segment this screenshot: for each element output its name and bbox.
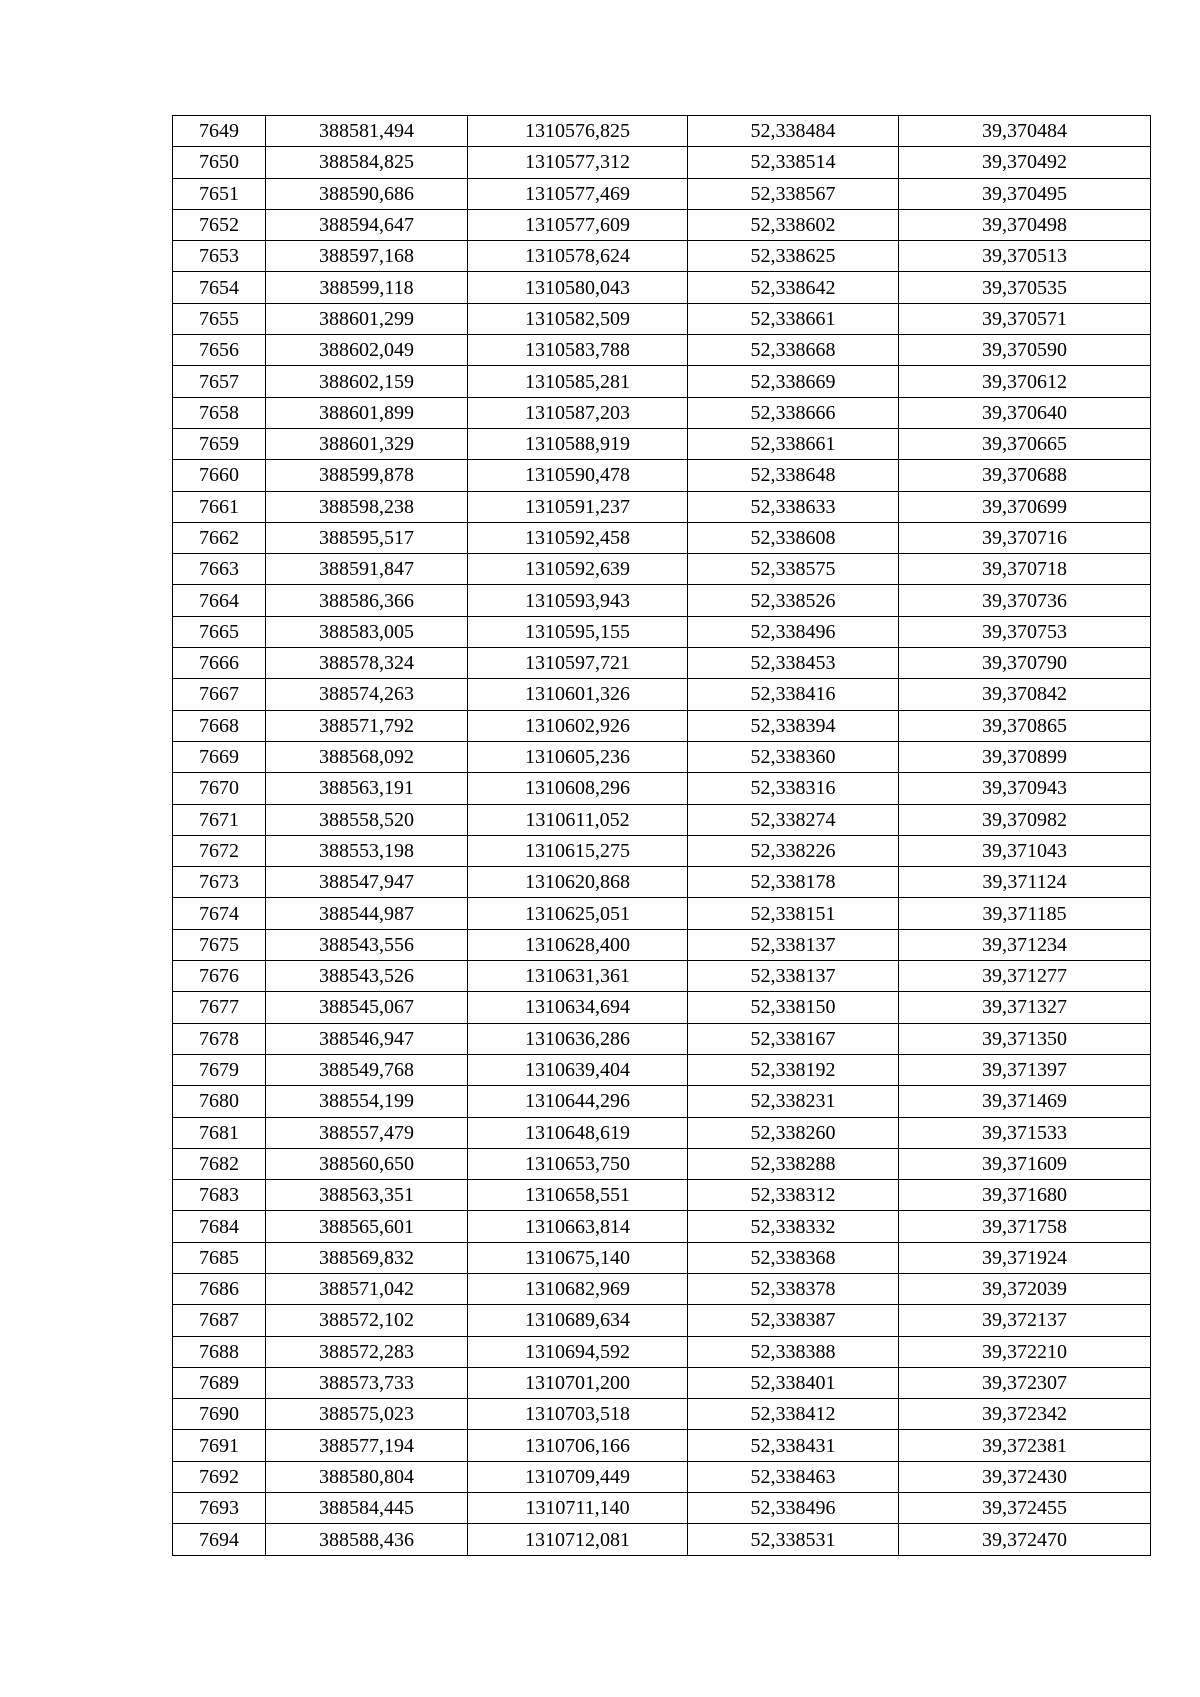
table-row xyxy=(173,1399,1151,1430)
y-coordinate-cell: 1310591,237 xyxy=(468,491,688,522)
latitude-cell: 52,338575 xyxy=(688,554,899,585)
longitude-cell: 39,370665 xyxy=(899,428,1151,459)
latitude-cell: 52,338496 xyxy=(688,616,899,647)
longitude-cell: 39,371234 xyxy=(899,929,1151,960)
point-number-cell: 7685 xyxy=(173,1242,266,1273)
y-coordinate-cell: 1310582,509 xyxy=(468,303,688,334)
coordinates-table-body xyxy=(173,116,1151,1556)
y-coordinate-cell: 1310636,286 xyxy=(468,1023,688,1054)
latitude-cell: 52,338416 xyxy=(688,679,899,710)
longitude-cell: 39,370753 xyxy=(899,616,1151,647)
latitude-cell: 52,338453 xyxy=(688,648,899,679)
longitude-cell: 39,372307 xyxy=(899,1367,1151,1398)
longitude-cell: 39,370716 xyxy=(899,522,1151,553)
x-coordinate-cell: 388569,832 xyxy=(266,1242,468,1273)
longitude-cell: 39,370899 xyxy=(899,741,1151,772)
point-number-cell: 7649 xyxy=(173,116,266,147)
longitude-cell: 39,371533 xyxy=(899,1117,1151,1148)
point-number-cell: 7665 xyxy=(173,616,266,647)
longitude-cell: 39,371609 xyxy=(899,1148,1151,1179)
table-row xyxy=(173,648,1151,679)
x-coordinate-cell: 388549,768 xyxy=(266,1054,468,1085)
table-row xyxy=(173,1211,1151,1242)
longitude-cell: 39,370842 xyxy=(899,679,1151,710)
x-coordinate-cell: 388560,650 xyxy=(266,1148,468,1179)
y-coordinate-cell: 1310592,458 xyxy=(468,522,688,553)
y-coordinate-cell: 1310585,281 xyxy=(468,366,688,397)
x-coordinate-cell: 388571,042 xyxy=(266,1273,468,1304)
x-coordinate-cell: 388546,947 xyxy=(266,1023,468,1054)
longitude-cell: 39,370699 xyxy=(899,491,1151,522)
latitude-cell: 52,338316 xyxy=(688,773,899,804)
point-number-cell: 7650 xyxy=(173,147,266,178)
longitude-cell: 39,370495 xyxy=(899,178,1151,209)
table-row xyxy=(173,898,1151,929)
longitude-cell: 39,370790 xyxy=(899,648,1151,679)
table-row xyxy=(173,209,1151,240)
x-coordinate-cell: 388584,825 xyxy=(266,147,468,178)
table-row xyxy=(173,397,1151,428)
y-coordinate-cell: 1310694,592 xyxy=(468,1336,688,1367)
point-number-cell: 7688 xyxy=(173,1336,266,1367)
latitude-cell: 52,338642 xyxy=(688,272,899,303)
longitude-cell: 39,370484 xyxy=(899,116,1151,147)
longitude-cell: 39,370498 xyxy=(899,209,1151,240)
latitude-cell: 52,338151 xyxy=(688,898,899,929)
x-coordinate-cell: 388558,520 xyxy=(266,804,468,835)
point-number-cell: 7686 xyxy=(173,1273,266,1304)
point-number-cell: 7693 xyxy=(173,1493,266,1524)
longitude-cell: 39,370590 xyxy=(899,335,1151,366)
y-coordinate-cell: 1310706,166 xyxy=(468,1430,688,1461)
table-row xyxy=(173,147,1151,178)
point-number-cell: 7666 xyxy=(173,648,266,679)
point-number-cell: 7664 xyxy=(173,585,266,616)
point-number-cell: 7683 xyxy=(173,1180,266,1211)
x-coordinate-cell: 388599,118 xyxy=(266,272,468,303)
table-row xyxy=(173,491,1151,522)
y-coordinate-cell: 1310602,926 xyxy=(468,710,688,741)
latitude-cell: 52,338332 xyxy=(688,1211,899,1242)
table-row xyxy=(173,1054,1151,1085)
latitude-cell: 52,338394 xyxy=(688,710,899,741)
point-number-cell: 7655 xyxy=(173,303,266,334)
x-coordinate-cell: 388584,445 xyxy=(266,1493,468,1524)
table-row xyxy=(173,1148,1151,1179)
table-row xyxy=(173,1493,1151,1524)
table-row xyxy=(173,116,1151,147)
y-coordinate-cell: 1310578,624 xyxy=(468,241,688,272)
latitude-cell: 52,338388 xyxy=(688,1336,899,1367)
latitude-cell: 52,338137 xyxy=(688,929,899,960)
latitude-cell: 52,338661 xyxy=(688,428,899,459)
table-row xyxy=(173,1180,1151,1211)
longitude-cell: 39,370982 xyxy=(899,804,1151,835)
x-coordinate-cell: 388565,601 xyxy=(266,1211,468,1242)
point-number-cell: 7682 xyxy=(173,1148,266,1179)
y-coordinate-cell: 1310601,326 xyxy=(468,679,688,710)
latitude-cell: 52,338137 xyxy=(688,961,899,992)
x-coordinate-cell: 388545,067 xyxy=(266,992,468,1023)
y-coordinate-cell: 1310658,551 xyxy=(468,1180,688,1211)
x-coordinate-cell: 388583,005 xyxy=(266,616,468,647)
table-row xyxy=(173,460,1151,491)
longitude-cell: 39,371758 xyxy=(899,1211,1151,1242)
latitude-cell: 52,338608 xyxy=(688,522,899,553)
y-coordinate-cell: 1310620,868 xyxy=(468,867,688,898)
x-coordinate-cell: 388597,168 xyxy=(266,241,468,272)
table-row xyxy=(173,773,1151,804)
y-coordinate-cell: 1310590,478 xyxy=(468,460,688,491)
x-coordinate-cell: 388574,263 xyxy=(266,679,468,710)
table-row xyxy=(173,335,1151,366)
table-row xyxy=(173,1367,1151,1398)
point-number-cell: 7678 xyxy=(173,1023,266,1054)
y-coordinate-cell: 1310663,814 xyxy=(468,1211,688,1242)
point-number-cell: 7671 xyxy=(173,804,266,835)
latitude-cell: 52,338150 xyxy=(688,992,899,1023)
y-coordinate-cell: 1310588,919 xyxy=(468,428,688,459)
x-coordinate-cell: 388588,436 xyxy=(266,1524,468,1555)
point-number-cell: 7687 xyxy=(173,1305,266,1336)
table-row xyxy=(173,835,1151,866)
x-coordinate-cell: 388580,804 xyxy=(266,1461,468,1492)
y-coordinate-cell: 1310576,825 xyxy=(468,116,688,147)
longitude-cell: 39,372381 xyxy=(899,1430,1151,1461)
point-number-cell: 7677 xyxy=(173,992,266,1023)
latitude-cell: 52,338412 xyxy=(688,1399,899,1430)
longitude-cell: 39,372430 xyxy=(899,1461,1151,1492)
latitude-cell: 52,338378 xyxy=(688,1273,899,1304)
table-row xyxy=(173,1117,1151,1148)
x-coordinate-cell: 388557,479 xyxy=(266,1117,468,1148)
y-coordinate-cell: 1310577,312 xyxy=(468,147,688,178)
point-number-cell: 7679 xyxy=(173,1054,266,1085)
latitude-cell: 52,338192 xyxy=(688,1054,899,1085)
point-number-cell: 7656 xyxy=(173,335,266,366)
y-coordinate-cell: 1310653,750 xyxy=(468,1148,688,1179)
point-number-cell: 7657 xyxy=(173,366,266,397)
longitude-cell: 39,371680 xyxy=(899,1180,1151,1211)
table-row xyxy=(173,867,1151,898)
latitude-cell: 52,338463 xyxy=(688,1461,899,1492)
x-coordinate-cell: 388572,283 xyxy=(266,1336,468,1367)
y-coordinate-cell: 1310580,043 xyxy=(468,272,688,303)
x-coordinate-cell: 388563,191 xyxy=(266,773,468,804)
y-coordinate-cell: 1310605,236 xyxy=(468,741,688,772)
longitude-cell: 39,372039 xyxy=(899,1273,1151,1304)
table-row xyxy=(173,1086,1151,1117)
longitude-cell: 39,370943 xyxy=(899,773,1151,804)
latitude-cell: 52,338602 xyxy=(688,209,899,240)
x-coordinate-cell: 388577,194 xyxy=(266,1430,468,1461)
longitude-cell: 39,372470 xyxy=(899,1524,1151,1555)
table-row xyxy=(173,303,1151,334)
point-number-cell: 7680 xyxy=(173,1086,266,1117)
point-number-cell: 7694 xyxy=(173,1524,266,1555)
table-row xyxy=(173,1242,1151,1273)
y-coordinate-cell: 1310689,634 xyxy=(468,1305,688,1336)
longitude-cell: 39,370688 xyxy=(899,460,1151,491)
y-coordinate-cell: 1310577,469 xyxy=(468,178,688,209)
latitude-cell: 52,338666 xyxy=(688,397,899,428)
point-number-cell: 7670 xyxy=(173,773,266,804)
longitude-cell: 39,370492 xyxy=(899,147,1151,178)
latitude-cell: 52,338484 xyxy=(688,116,899,147)
latitude-cell: 52,338526 xyxy=(688,585,899,616)
x-coordinate-cell: 388572,102 xyxy=(266,1305,468,1336)
y-coordinate-cell: 1310583,788 xyxy=(468,335,688,366)
x-coordinate-cell: 388601,899 xyxy=(266,397,468,428)
latitude-cell: 52,338312 xyxy=(688,1180,899,1211)
x-coordinate-cell: 388578,324 xyxy=(266,648,468,679)
table-row xyxy=(173,710,1151,741)
table-row xyxy=(173,1273,1151,1304)
x-coordinate-cell: 388590,686 xyxy=(266,178,468,209)
latitude-cell: 52,338387 xyxy=(688,1305,899,1336)
latitude-cell: 52,338668 xyxy=(688,335,899,366)
x-coordinate-cell: 388571,792 xyxy=(266,710,468,741)
point-number-cell: 7654 xyxy=(173,272,266,303)
latitude-cell: 52,338633 xyxy=(688,491,899,522)
table-row xyxy=(173,178,1151,209)
longitude-cell: 39,370571 xyxy=(899,303,1151,334)
point-number-cell: 7668 xyxy=(173,710,266,741)
y-coordinate-cell: 1310587,203 xyxy=(468,397,688,428)
latitude-cell: 52,338226 xyxy=(688,835,899,866)
y-coordinate-cell: 1310625,051 xyxy=(468,898,688,929)
y-coordinate-cell: 1310592,639 xyxy=(468,554,688,585)
longitude-cell: 39,372137 xyxy=(899,1305,1151,1336)
x-coordinate-cell: 388601,329 xyxy=(266,428,468,459)
x-coordinate-cell: 388591,847 xyxy=(266,554,468,585)
table-row xyxy=(173,679,1151,710)
longitude-cell: 39,371350 xyxy=(899,1023,1151,1054)
x-coordinate-cell: 388544,987 xyxy=(266,898,468,929)
y-coordinate-cell: 1310608,296 xyxy=(468,773,688,804)
y-coordinate-cell: 1310712,081 xyxy=(468,1524,688,1555)
longitude-cell: 39,370640 xyxy=(899,397,1151,428)
x-coordinate-cell: 388602,049 xyxy=(266,335,468,366)
table-row xyxy=(173,1430,1151,1461)
longitude-cell: 39,372342 xyxy=(899,1399,1151,1430)
longitude-cell: 39,372210 xyxy=(899,1336,1151,1367)
point-number-cell: 7673 xyxy=(173,867,266,898)
table-row xyxy=(173,804,1151,835)
table-row xyxy=(173,1305,1151,1336)
x-coordinate-cell: 388595,517 xyxy=(266,522,468,553)
latitude-cell: 52,338368 xyxy=(688,1242,899,1273)
longitude-cell: 39,370513 xyxy=(899,241,1151,272)
y-coordinate-cell: 1310682,969 xyxy=(468,1273,688,1304)
longitude-cell: 39,371124 xyxy=(899,867,1151,898)
longitude-cell: 39,370612 xyxy=(899,366,1151,397)
y-coordinate-cell: 1310648,619 xyxy=(468,1117,688,1148)
x-coordinate-cell: 388581,494 xyxy=(266,116,468,147)
point-number-cell: 7661 xyxy=(173,491,266,522)
longitude-cell: 39,371397 xyxy=(899,1054,1151,1085)
x-coordinate-cell: 388553,198 xyxy=(266,835,468,866)
x-coordinate-cell: 388599,878 xyxy=(266,460,468,491)
point-number-cell: 7660 xyxy=(173,460,266,491)
point-number-cell: 7690 xyxy=(173,1399,266,1430)
x-coordinate-cell: 388554,199 xyxy=(266,1086,468,1117)
latitude-cell: 52,338496 xyxy=(688,1493,899,1524)
y-coordinate-cell: 1310615,275 xyxy=(468,835,688,866)
longitude-cell: 39,371277 xyxy=(899,961,1151,992)
point-number-cell: 7681 xyxy=(173,1117,266,1148)
x-coordinate-cell: 388563,351 xyxy=(266,1180,468,1211)
latitude-cell: 52,338360 xyxy=(688,741,899,772)
latitude-cell: 52,338231 xyxy=(688,1086,899,1117)
point-number-cell: 7662 xyxy=(173,522,266,553)
table-row xyxy=(173,992,1151,1023)
x-coordinate-cell: 388575,023 xyxy=(266,1399,468,1430)
point-number-cell: 7669 xyxy=(173,741,266,772)
y-coordinate-cell: 1310634,694 xyxy=(468,992,688,1023)
x-coordinate-cell: 388547,947 xyxy=(266,867,468,898)
table-row xyxy=(173,522,1151,553)
table-row xyxy=(173,929,1151,960)
table-row xyxy=(173,585,1151,616)
point-number-cell: 7692 xyxy=(173,1461,266,1492)
y-coordinate-cell: 1310628,400 xyxy=(468,929,688,960)
table-row xyxy=(173,741,1151,772)
latitude-cell: 52,338661 xyxy=(688,303,899,334)
point-number-cell: 7675 xyxy=(173,929,266,960)
table-row xyxy=(173,554,1151,585)
latitude-cell: 52,338648 xyxy=(688,460,899,491)
point-number-cell: 7689 xyxy=(173,1367,266,1398)
y-coordinate-cell: 1310709,449 xyxy=(468,1461,688,1492)
latitude-cell: 52,338514 xyxy=(688,147,899,178)
y-coordinate-cell: 1310639,404 xyxy=(468,1054,688,1085)
coordinates-table xyxy=(172,115,1151,1556)
x-coordinate-cell: 388598,238 xyxy=(266,491,468,522)
latitude-cell: 52,338567 xyxy=(688,178,899,209)
y-coordinate-cell: 1310611,052 xyxy=(468,804,688,835)
latitude-cell: 52,338288 xyxy=(688,1148,899,1179)
table-row xyxy=(173,366,1151,397)
point-number-cell: 7651 xyxy=(173,178,266,209)
x-coordinate-cell: 388543,526 xyxy=(266,961,468,992)
point-number-cell: 7676 xyxy=(173,961,266,992)
point-number-cell: 7659 xyxy=(173,428,266,459)
table-row xyxy=(173,616,1151,647)
longitude-cell: 39,370535 xyxy=(899,272,1151,303)
latitude-cell: 52,338260 xyxy=(688,1117,899,1148)
y-coordinate-cell: 1310577,609 xyxy=(468,209,688,240)
longitude-cell: 39,371469 xyxy=(899,1086,1151,1117)
table-row xyxy=(173,428,1151,459)
latitude-cell: 52,338669 xyxy=(688,366,899,397)
latitude-cell: 52,338531 xyxy=(688,1524,899,1555)
y-coordinate-cell: 1310595,155 xyxy=(468,616,688,647)
x-coordinate-cell: 388568,092 xyxy=(266,741,468,772)
point-number-cell: 7663 xyxy=(173,554,266,585)
latitude-cell: 52,338178 xyxy=(688,867,899,898)
longitude-cell: 39,371185 xyxy=(899,898,1151,929)
latitude-cell: 52,338431 xyxy=(688,1430,899,1461)
y-coordinate-cell: 1310631,361 xyxy=(468,961,688,992)
x-coordinate-cell: 388601,299 xyxy=(266,303,468,334)
longitude-cell: 39,371924 xyxy=(899,1242,1151,1273)
y-coordinate-cell: 1310703,518 xyxy=(468,1399,688,1430)
x-coordinate-cell: 388586,366 xyxy=(266,585,468,616)
x-coordinate-cell: 388573,733 xyxy=(266,1367,468,1398)
table-row xyxy=(173,1023,1151,1054)
y-coordinate-cell: 1310644,296 xyxy=(468,1086,688,1117)
table-row xyxy=(173,961,1151,992)
point-number-cell: 7691 xyxy=(173,1430,266,1461)
latitude-cell: 52,338274 xyxy=(688,804,899,835)
table-row xyxy=(173,241,1151,272)
point-number-cell: 7652 xyxy=(173,209,266,240)
longitude-cell: 39,371327 xyxy=(899,992,1151,1023)
point-number-cell: 7674 xyxy=(173,898,266,929)
y-coordinate-cell: 1310597,721 xyxy=(468,648,688,679)
table-row xyxy=(173,1336,1151,1367)
y-coordinate-cell: 1310675,140 xyxy=(468,1242,688,1273)
point-number-cell: 7658 xyxy=(173,397,266,428)
x-coordinate-cell: 388602,159 xyxy=(266,366,468,397)
y-coordinate-cell: 1310711,140 xyxy=(468,1493,688,1524)
longitude-cell: 39,371043 xyxy=(899,835,1151,866)
table-row xyxy=(173,1461,1151,1492)
longitude-cell: 39,370865 xyxy=(899,710,1151,741)
x-coordinate-cell: 388543,556 xyxy=(266,929,468,960)
x-coordinate-cell: 388594,647 xyxy=(266,209,468,240)
table-row xyxy=(173,272,1151,303)
table-row xyxy=(173,1524,1151,1555)
longitude-cell: 39,370736 xyxy=(899,585,1151,616)
point-number-cell: 7672 xyxy=(173,835,266,866)
latitude-cell: 52,338625 xyxy=(688,241,899,272)
point-number-cell: 7653 xyxy=(173,241,266,272)
point-number-cell: 7667 xyxy=(173,679,266,710)
y-coordinate-cell: 1310593,943 xyxy=(468,585,688,616)
latitude-cell: 52,338401 xyxy=(688,1367,899,1398)
longitude-cell: 39,372455 xyxy=(899,1493,1151,1524)
latitude-cell: 52,338167 xyxy=(688,1023,899,1054)
y-coordinate-cell: 1310701,200 xyxy=(468,1367,688,1398)
longitude-cell: 39,370718 xyxy=(899,554,1151,585)
point-number-cell: 7684 xyxy=(173,1211,266,1242)
